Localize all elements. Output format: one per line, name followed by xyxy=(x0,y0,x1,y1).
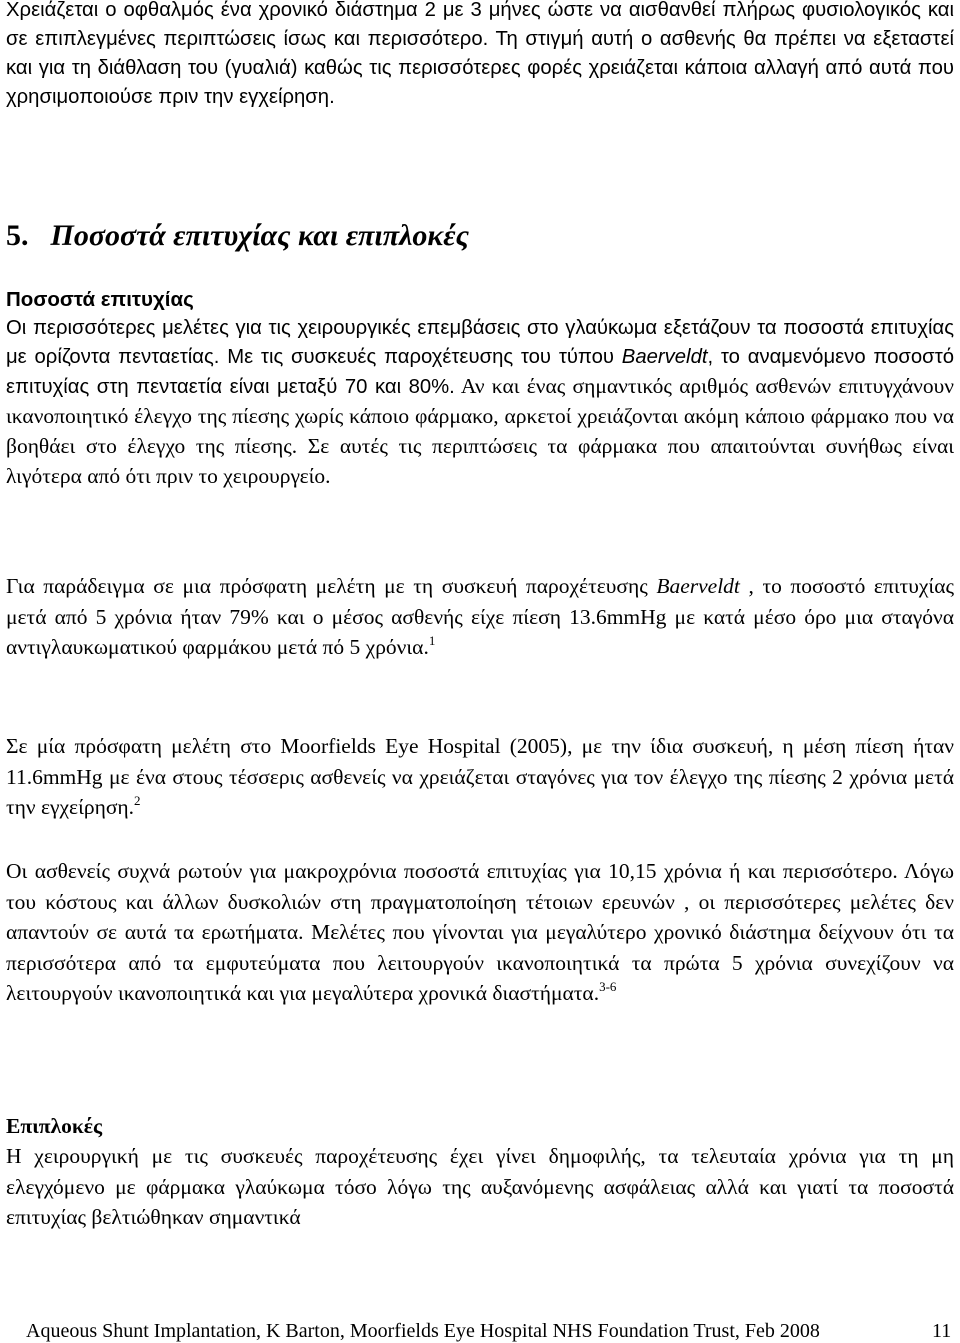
complications-section xyxy=(6,1111,954,1233)
reference-marker: 3-6 xyxy=(599,979,617,994)
success-rates-section xyxy=(6,286,954,492)
complications-paragraph: Η χειρουργική με τις συσκευές παροχέτευσης έχει γίνει δημοφιλής, τα τελευταία χρόνια για τη μη ελεγχόμενο με φάρμακα γλαύκωμα τόσο λόγω της αυξανόμενης ασφάλειας αλλά και γιατί τα ποσοστά επιτυχίας βελτιώθηκαν σημαντικά xyxy=(6,1144,954,1229)
success-paragraph-2: Για παράδειγμα σε μια πρόσφατη μελέτη με τη συσκευή παροχέτευσης Baerveldt , το ποσοστό επιτυχίας μετά από 5 χρόνια ήταν 79% και ο μέσος ασθενής είχε πίεση 13.6mmHg με κατά μέσο όρο μια σταγόνα αντιγλαυκωματικού φαρμάκου μετά πό 5 χρόνια.$^1$ xyxy=(6,574,954,659)
footer-citation: Aqueous Shunt Implantation, K Barton, Moorfields Eye Hospital NHS Foundation Trust, Feb 2008 xyxy=(26,1320,820,1342)
success-paragraph-4: Οι ασθενείς συχνά ρωτούν για μακροχρόνια ποσοστά επιτυχίας για 10,15 χρόνια ή και περισσότερο. Λόγω του κόστους και άλλων δυσκολιών στη πραγματοποίηση τέτοιων ερευνών , οι περισσότερες μελέτες δεν απαντούν σε αυτά τα ερωτήματα. Μελέτες που γίνονται για μεγαλύτερο χρονικό διάστημα δείχνουν ότι τα περισσότερα από τα εμφυτεύματα που λειτουργούν ικανοποιητικά τα πρώτα 5 χρόνια συνεχίζουν να λειτουργούν ικανοποιητικά και για μεγαλύτερα χρονικά διαστήματα.$^{3-6}$ xyxy=(6,859,954,1005)
section-title: Ποσοστά επιτυχίας και επιπλοκές xyxy=(50,219,469,252)
section-heading xyxy=(6,216,469,256)
intro-paragraph: Χρειάζεται ο οφθαλμός ένα χρονικό διάστημα 2 με 3 μήνες ώστε να αισθανθεί πλήρως φυσιολογικός και σε επιπλεγμένες περιπτώσεις ίσως και περισσότερο. Τη στιγμή αυτή ο ασθενής θα πρέπει να εξεταστεί και για τη διάθλαση του (γυαλιά) καθώς τις περισσότερες φορές χρειάζεται κάποια αλλαγή από αυτά που χρησιμοποιούσε πριν την εγχείρηση. xyxy=(6,0,954,108)
page-footer xyxy=(26,1319,956,1343)
reference-marker: 2 xyxy=(134,793,141,808)
success-rates-heading: Ποσοστά επιτυχίας xyxy=(6,288,194,311)
reference-marker: 1 xyxy=(428,633,436,648)
section-number: 5. xyxy=(6,219,29,252)
success-paragraph-3: Σε μία πρόσφατη μελέτη στο Moorfields Eye Hospital (2005), με την ίδια συσκευή, η μέση πίεση ήταν 11.6mmHg με ένα στους τέσσερις ασθενείς να χρειάζεται σταγόνες για τον έλεγχο της πίεσης 2 χρόνια μετά την εγχείρηση.$^2$ xyxy=(6,734,954,819)
device-name: Baerveldt xyxy=(656,574,740,598)
complications-heading: Επιπλοκές xyxy=(6,1114,103,1138)
success-paragraph-1: Οι περισσότερες μελέτες για τις χειρουργικές επεμβάσεις στο γλαύκωμα εξετάζουν τα ποσοστά επιτυχίας με ορίζοντα πενταετίας. Με τις συσκευές παροχέτευσης του τύπου Baerveldt, το αναμενόμενο ποσοστό επιτυχίας στη πενταετία είναι μεταξύ 70 και 80%. Αν και ένας σημαντικός αριθμός ασθενών επιτυγχάνουν ικανοποιητικό έλεγχο της πίεσης χωρίς κάποιο φάρμακο, αρκετοί χρειάζονται ακόμη κάποιο φάρμακο που να βοηθάει στο έλεγχο της πίεσης. Σε αυτές τις περιπτώσεις τα φάρμακα που απαιτούνται συνήθως είναι λιγότερα από ότι πριν το χειρουργείο. xyxy=(6,317,954,488)
page-number: 11 xyxy=(932,1320,952,1342)
device-name: Baerveldt xyxy=(621,346,708,368)
